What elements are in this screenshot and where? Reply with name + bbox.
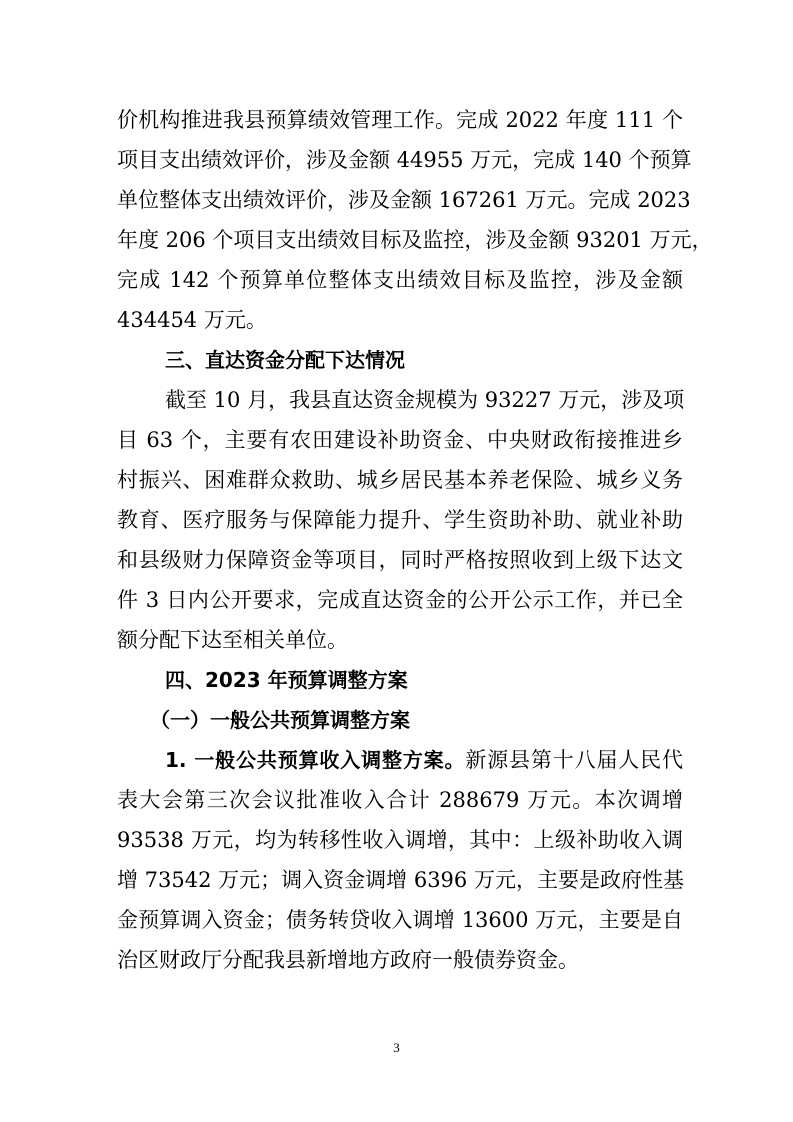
text-line: 完成 142 个预算单位整体支出绩效目标及监控，涉及金额 xyxy=(117,268,683,292)
text-line: 增 73542 万元；调入资金调增 6396 万元，主要是政府性基 xyxy=(117,868,684,892)
text-line: 项目支出绩效评价，涉及金额 44955 万元，完成 140 个预算 xyxy=(117,148,692,172)
text-line: 治区财政厅分配我县新增地方政府一般债券资金。 xyxy=(117,948,579,972)
text-line: 和县级财力保障资金等项目，同时严格按照收到上级下达文 xyxy=(117,548,683,572)
text-line: 单位整体支出绩效评价，涉及金额 167261 万元。完成 2023 xyxy=(117,188,691,212)
text-line: 434454 万元。 xyxy=(117,308,267,332)
text-line: 件 3 日内公开要求，完成直达资金的公开公示工作，并已全 xyxy=(117,588,683,612)
text-line: 年度 206 个项目支出绩效目标及监控，涉及金额 93201 万元， xyxy=(117,228,713,252)
text-line: 截至 10 月，我县直达资金规模为 93227 万元，涉及项 xyxy=(165,388,685,412)
text-line: 价机构推进我县预算绩效管理工作。完成 2022 年度 111 个 xyxy=(117,108,683,132)
text-line: 93538 万元，均为转移性收入调增，其中：上级补助收入调 xyxy=(117,828,683,852)
section-heading: 四、2023 年预算调整方案 xyxy=(165,668,408,692)
section-heading: 三、直达资金分配下达情况 xyxy=(165,348,405,372)
page-number: 3 xyxy=(393,1040,400,1055)
text-run: 新源县第十八届人民代 xyxy=(465,748,683,772)
text-line: 教育、医疗服务与保障能力提升、学生资助补助、就业补助 xyxy=(117,508,683,532)
bold-lead-in: 1. 一般公共预算收入调整方案。 xyxy=(165,748,466,772)
subsection-heading: （一）一般公共预算调整方案 xyxy=(150,708,410,732)
text-line: 金预算调入资金；债务转贷收入调增 13600 万元，主要是自 xyxy=(117,908,683,932)
text-line xyxy=(165,740,683,780)
text-line: 目 63 个，主要有农田建设补助资金、中央财政衔接推进乡 xyxy=(117,428,683,452)
text-line: 表大会第三次会议批准收入合计 288679 万元。本次调增 xyxy=(117,788,683,812)
text-line: 村振兴、困难群众救助、城乡居民基本养老保险、城乡义务 xyxy=(117,468,683,492)
text-line: 额分配下达至相关单位。 xyxy=(117,628,348,652)
